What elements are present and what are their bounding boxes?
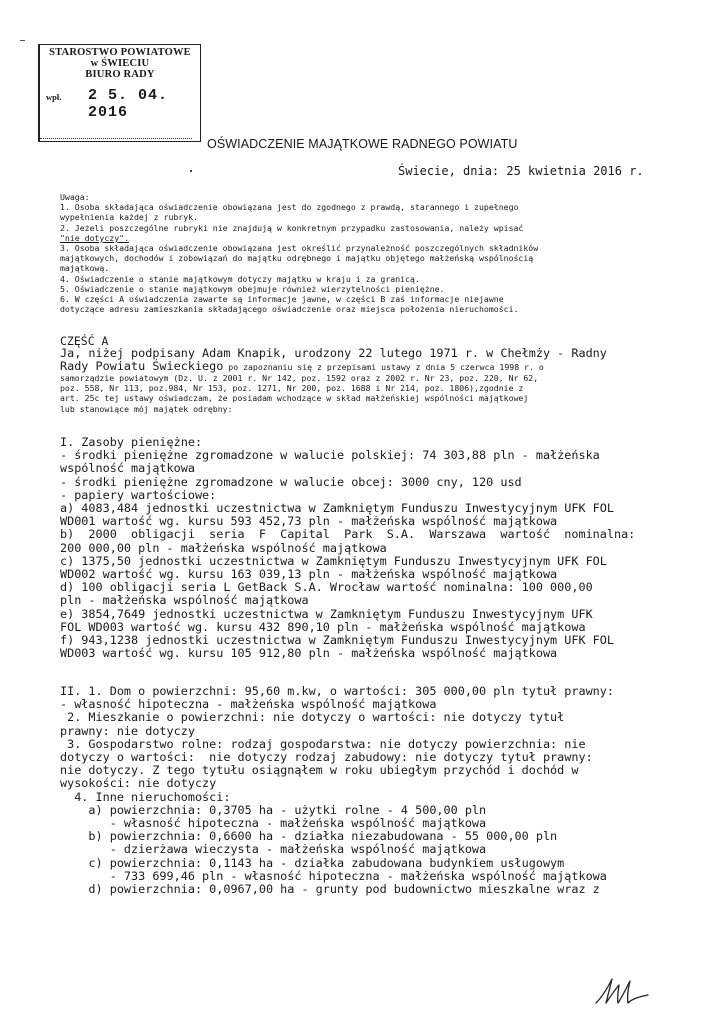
part-a-council: Rady Powiatu Świeckiego: [60, 359, 224, 373]
part-a-line-rest: po zapoznaniu się z przepisami ustawy z dnia 5 czerwca 1998 r. o: [223, 362, 544, 372]
section-line: 200 000,00 pln - małżeńska wspólność majątkowa: [60, 540, 387, 555]
section-line: d) 100 obligacji seria L GetBack S.A. Wrocław wartość nominalna: 100 000,00: [60, 580, 593, 595]
notes-line: 1. Osoba składająca oświadczenie obowiązana jest do zgodnego z prawdą, starannego i zupełnego: [60, 202, 519, 213]
notes-heading: Uwaga:: [60, 192, 90, 202]
notes-line: "nie dotyczy".: [60, 232, 130, 243]
section-line: I. Zasoby pieniężne:: [60, 435, 203, 449]
section-line: b) 2000 obligacji seria F Capital Park S.A. Warszawa wartość nominalna:: [60, 527, 636, 542]
stamp-department: BIURO RADY: [85, 69, 155, 80]
section-line: a) powierzchnia: 0,3705 ha - użytki rolne - 4 500,00 pln: [60, 802, 487, 817]
section-line: b) powierzchnia: 0,6600 ha - działka niezabudowana - 55 000,00 pln: [60, 829, 558, 844]
section-line: - papiery wartościowe:: [60, 487, 217, 502]
part-a-line: poz. 558, Nr 113, poz.984, Nr 153, poz. 1271, Nr 200, poz. 1688 i Nr 214, poz. 1806),zgodnie z: [60, 383, 524, 394]
section-line: WD002 wartość wg. kursu 163 039,13 pln - małżeńska wspólność majątkowa: [60, 567, 558, 582]
part-a-line: art. 25c tej ustawy oświadczam, że posiadam wchodzące w skład małżeńskiej wspólności majątkowej: [60, 393, 529, 404]
stamp-received-label: wpł.: [46, 92, 62, 102]
section-line: 4. Inne nieruchomości:: [60, 789, 231, 804]
part-a-heading: CZĘŚĆ A: [60, 334, 109, 348]
part-a-line: [60, 360, 650, 373]
notes-line: majątkową.: [60, 263, 110, 274]
section-financial-assets: [60, 436, 660, 660]
stamp-office: STAROSTWO POWIATOWE: [49, 47, 191, 58]
notes-line: dotyczące adresu zamieszkania składającego oświadczenie oraz miejsca położenia nieruchomości.: [60, 304, 519, 315]
part-a: [60, 335, 650, 414]
place-and-date: Świecie, dnia: 25 kwietnia 2016 r.: [398, 164, 644, 178]
part-a-line: lub stanowiące mój majątek odrębny:: [60, 403, 233, 414]
section-line: wspólność majątkowa: [60, 461, 195, 476]
section-line: wysokości: nie dotyczy: [60, 776, 217, 791]
notes-block: [60, 192, 650, 314]
part-a-line: Ja, niżej podpisany Adam Knapik, urodzony 22 lutego 1971 r. w Chełmży - Radny: [60, 346, 607, 360]
section-line: WD001 wartość wg. kursu 593 452,73 pln - małżeńska wspólność majątkowa: [60, 514, 558, 529]
part-a-line: samorządzie powiatowym (Dz. U. z 2001 r. Nr 142, poz. 1592 oraz z 2002 r. Nr 23, poz. 220, Nr 62,: [60, 373, 539, 383]
stamp-town: w ŚWIECIU: [90, 58, 150, 69]
notes-line: 5. Oświadczenie o stanie majątkowym obejmuje również wierzytelności pieniężne.: [60, 283, 445, 294]
section-line: - środki pieniężne zgromadzone w walucie polskiej: 74 303,88 pln - małżeńska: [60, 448, 600, 463]
notes-line: 2. Jeżeli poszczególne rubryki nie znajdują w konkretnym przypadku zastosowania, należy wpisać: [60, 222, 524, 233]
section-real-estate: [60, 685, 660, 896]
section-line: 3. Gospodarstwo rolne: rodzaj gospodarstwa: nie dotyczy powierzchnia: nie: [60, 736, 586, 751]
section-line: - środki pieniężne zgromadzone w walucie obcej: 3000 cny, 120 usd: [60, 474, 522, 489]
section-line: II. 1. Dom o powierzchni: 95,60 m.kw, o wartości: 305 000,00 pln tytuł prawny:: [60, 684, 614, 698]
section-line: nie dotyczy. Z tego tytułu osiągnąłem w roku ubiegłym przychód i dochód w: [60, 763, 579, 778]
section-line: c) 1375,50 jednostki uczestnictwa w Zamkniętym Funduszu Inwestycyjnym UFK FOL: [60, 553, 607, 568]
section-line: 2. Mieszkanie o powierzchni: nie dotyczy o wartości: nie dotyczy tytuł: [60, 710, 565, 725]
section-line: FOL WD003 wartość wg. kursu 432 890,10 pln - małżeńska wspólność majątkowa: [60, 619, 586, 634]
section-line: - własność hipoteczna - małżeńska wspólność majątkowa: [60, 697, 437, 712]
section-line: a) 4083,484 jednostki uczestnictwa w Zamkniętym Funduszu Inwestycyjnym UFK FOL: [60, 501, 614, 516]
section-line: - dzierżawa wieczysta - małżeńska wspólność majątkowa: [60, 842, 487, 857]
signature-initials: [592, 975, 652, 1007]
notes-line: 4. Oświadczenie o stanie majątkowym dotyczy majątku w kraju i za granicą.: [60, 273, 420, 284]
section-line: prawny: nie dotyczy: [60, 723, 195, 738]
notes-line: wypełnienia każdej z rubryk.: [60, 212, 199, 223]
section-line: - własność hipoteczna - małżeńska wspólność majątkowa: [60, 816, 487, 831]
section-line: c) powierzchnia: 0,1143 ha - działka zabudowana budynkiem usługowym: [60, 855, 565, 870]
stamp-dotted-line: [40, 138, 192, 139]
section-line: d) powierzchnia: 0,0967,00 ha - grunty pod budownictwo mieszkalne wraz z: [60, 882, 600, 897]
speck: [190, 170, 192, 172]
stamp-received-date: 2 5. 04. 2016: [88, 87, 169, 121]
notes-line: 6. W części A oświadczenia zawarte są informacje jawne, w części B zaś informacje niejawne: [60, 294, 504, 305]
section-line: pln - małżeńska wspólność majątkowa: [60, 593, 309, 608]
notes-line: majątkowych, dochodów i zobowiązań do majątku odrębnego i majątku objętego małżeńską wspólnością: [60, 253, 534, 264]
section-line: - 733 699,46 pln - własność hipoteczna - małżeńska wspólność majątkowa: [60, 868, 607, 883]
notes-line: 3. Osoba składająca oświadczenie obowiązana jest określić przynależność poszczególnych składników: [60, 243, 539, 254]
section-line: dotyczy o wartości: nie dotyczy rodzaj zabudowy: nie dotyczy tytuł prawny:: [60, 750, 593, 765]
section-line: WD003 wartość wg. kursu 105 912,80 pln - małżeńska wspólność majątkowa: [60, 646, 558, 661]
scan-mark: [20, 40, 25, 41]
section-line: e) 3854,7649 jednostki uczestnictwa w Zamkniętym Funduszu Inwestycyjnym UFK: [60, 606, 593, 621]
section-line: f) 943,1238 jednostki uczestnictwa w Zamkniętym Funduszu Inwestycyjnym UFK FOL: [60, 633, 614, 648]
registry-stamp: [38, 44, 201, 142]
document-title: OŚWIADCZENIE MAJĄTKOWE RADNEGO POWIATU: [207, 137, 518, 151]
